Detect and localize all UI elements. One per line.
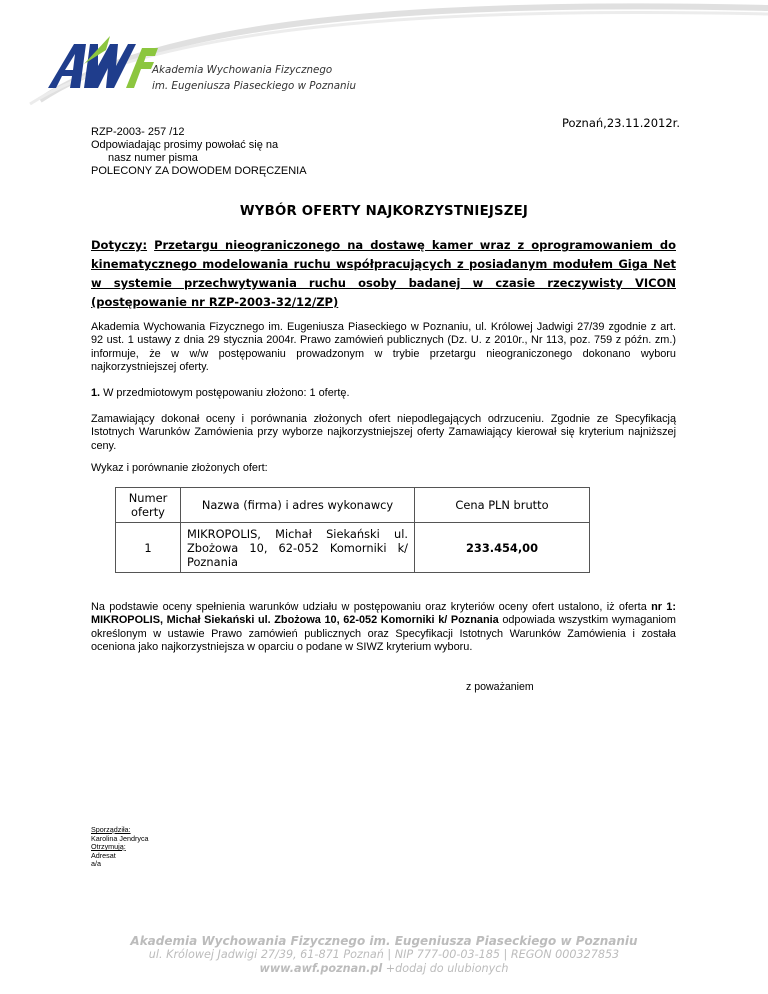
offers-table (115, 487, 590, 573)
awf-logo-icon (40, 30, 160, 92)
header-name: Nazwa (firma) i adres wykonawcy (181, 488, 415, 523)
reference-block (91, 126, 307, 178)
subject-block (91, 236, 676, 312)
reference-line2: Odpowiadając prosimy powołać się na (91, 139, 279, 151)
conclusion-pre: Na podstawie oceny spełnienia warunków udziału w postępowaniu oraz kryteriów oceny ofert ustalono, iż oferta (91, 601, 647, 613)
table-header-row (116, 488, 590, 523)
received-label: Otrzymują: (91, 842, 126, 851)
paragraph-1: Akademia Wychowania Fizycznego im. Eugeniusza Piaseckiego w Poznaniu, ul. Królowej Jadwigi 27/39 zgodnie z art. 92 ust. 1 ustawy z dnia 29 stycznia 2004r. Prawo zamówień publicznych (Dz. U. z 2010r., Nr 113, poz. 759 z późn. zm.) informuje, że w w/w postępowaniu prowadzonym w trybie przetargu nieograniczonego dokonano wyboru najkorzystniejszej oferty. (91, 321, 676, 373)
prepared-name: Karolina Jendryca (91, 833, 149, 843)
prepared-label: Sporządziła: (91, 825, 131, 834)
reference-number: RZP-2003- 257 /12 (91, 126, 185, 138)
row-price: 233.454,00 (415, 523, 590, 573)
row-name: MIKROPOLIS, Michał Siekański ul. Zbożowa 10, 62-052 Komorniki k/ Poznania (181, 523, 415, 573)
footer-website-link[interactable]: www.awf.poznan.pl (259, 962, 383, 975)
footer-bookmark-link[interactable]: +dodaj do ulubionych (385, 962, 509, 975)
reference-line4: POLECONY ZA DOWODEM DORĘCZENIA (91, 165, 307, 177)
conclusion-paragraph (91, 601, 676, 654)
page-footer (0, 934, 768, 976)
institution-name (152, 62, 356, 94)
closing: z poważaniem (466, 681, 534, 693)
letter-date: Poznań,23.11.2012r. (561, 116, 680, 130)
institution-line1: Akademia Wychowania Fizycznego (152, 64, 333, 76)
table-row (116, 523, 590, 573)
paragraph-2-text: W przedmiotowym postępowaniu złożono: 1 ofertę. (103, 387, 350, 399)
paragraph-2 (91, 387, 676, 400)
paragraph-4: Wykaz i porównanie złożonych ofert: (91, 462, 268, 474)
subject-text: Przetargu nieograniczonego na dostawę kamer wraz z oprogramowaniem do kinematycznego modelowania ruchu współpracujących z posiadanym modułem Giga Net w systemie przechwytywania ruchu osoby badanej w czasie rzeczywisty VICON (postępowanie nr RZP-2003-32/12/ZP) (91, 238, 676, 309)
subject-label: Dotyczy: (91, 238, 148, 252)
footer-address: ul. Królowej Jadwigi 27/39, 61-871 Poznań | NIP 777-00-03-185 | REGON 000327853 (148, 948, 620, 961)
paragraph-2-number: 1. (91, 387, 101, 399)
conclusion-bold: nr 1: MIKROPOLIS, Michał Siekański ul. Zbożowa 10, 62-052 Komorniki k/ Poznania (91, 601, 676, 627)
recipient-1: Adresat (91, 850, 116, 860)
conclusion-post: odpowiada wszystkim wymaganiom określonym w ustawie Prawo zamówień publicznych oraz Specyfikacji Istotnych Warunków Zamówienia i została oceniona jako najkorzystniejsza w oparciu o podane w SIWZ kryterium wyboru. (91, 614, 676, 653)
paragraph-3: Zamawiający dokonał oceny i porównania złożonych ofert niepodlegających odrzuceniu. Zgodnie ze Specyfikacją Istotnych Warunków Zamówienia przy wyborze najkorzystniejszej oferty Zamawiający kierował się kryterium najniższej ceny. (91, 413, 676, 452)
recipient-2: a/a (91, 859, 101, 868)
header-number: Numer oferty (116, 488, 181, 523)
footnote-block (91, 826, 149, 869)
page-title: WYBÓR OFERTY NAJKORZYSTNIEJSZEJ (239, 204, 529, 219)
footer-institution: Akademia Wychowania Fizycznego im. Eugeniusza Piaseckiego w Poznaniu (130, 934, 638, 948)
row-number: 1 (116, 523, 181, 573)
header-price: Cena PLN brutto (415, 488, 590, 523)
reference-line3: nasz numer pisma (108, 152, 198, 164)
institution-line2: im. Eugeniusza Piaseckiego w Poznaniu (152, 80, 356, 92)
